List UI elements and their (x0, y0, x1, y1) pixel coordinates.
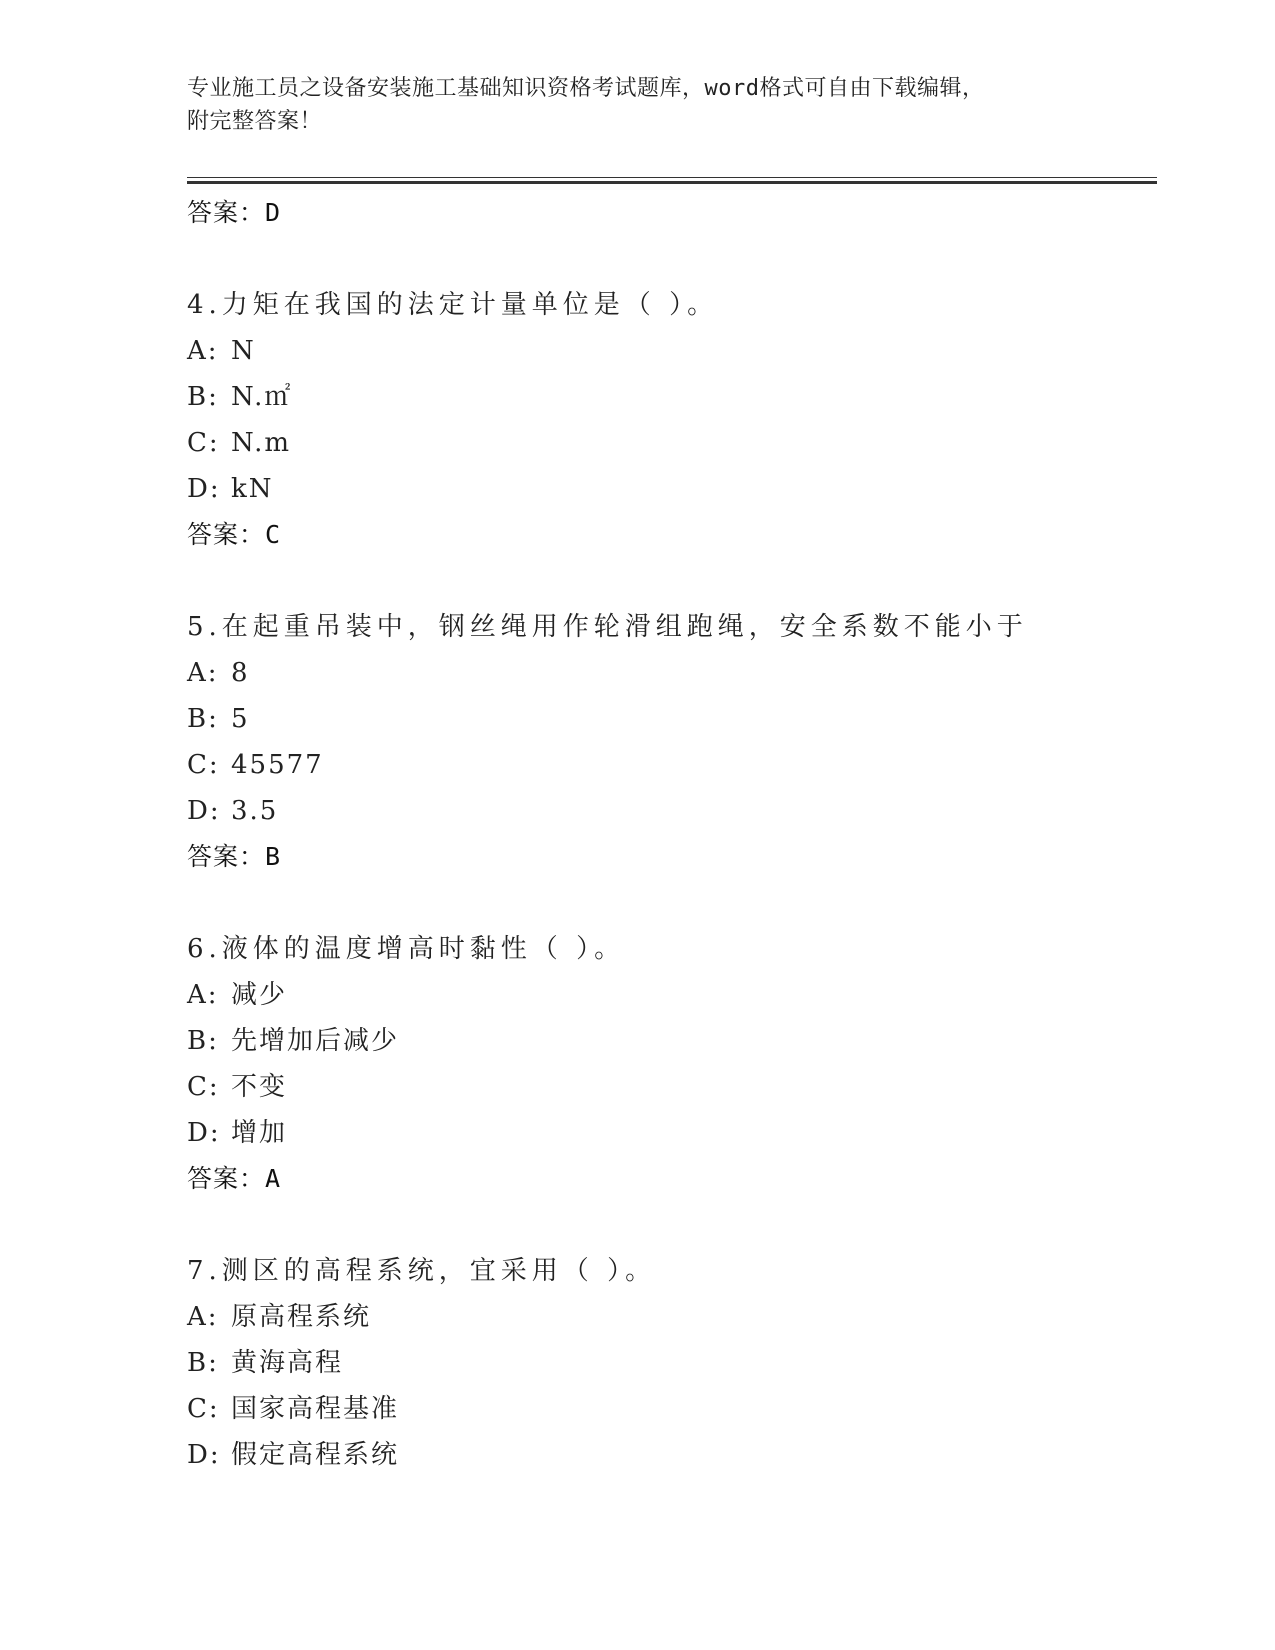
option-text: 减少 (231, 980, 288, 1010)
question-block (187, 1248, 1157, 1478)
option-d (187, 788, 1157, 834)
option-label: D: (187, 1440, 221, 1470)
option-label: B: (187, 1348, 219, 1378)
option-a (187, 1294, 1157, 1340)
option-label: A: (187, 658, 219, 688)
header-line-2: 附完整答案！ (187, 109, 323, 134)
option-b (187, 1018, 1157, 1064)
option-text: 国家高程基准 (231, 1394, 400, 1424)
option-text: 先增加后减少 (231, 1026, 400, 1056)
option-label: A: (187, 1302, 219, 1332)
question-text: 5.在起重吊装中，钢丝绳用作轮滑组跑绳，安全系数不能小于 (187, 612, 1028, 642)
option-a (187, 650, 1157, 696)
option-c (187, 1064, 1157, 1110)
spacer (187, 236, 1157, 282)
option-c (187, 1386, 1157, 1432)
header-divider-thick (187, 181, 1157, 184)
option-label: C: (187, 1072, 220, 1102)
document-header (187, 72, 1067, 138)
spacer (187, 1202, 1157, 1248)
option-text: 黄海高程 (231, 1348, 344, 1378)
option-d (187, 466, 1157, 512)
spacer (187, 880, 1157, 926)
header-divider-thin (187, 177, 1157, 178)
spacer (187, 558, 1157, 604)
option-a (187, 328, 1157, 374)
option-label: C: (187, 1394, 220, 1424)
document-page (187, 0, 1157, 1650)
question-text: 4.力矩在我国的法定计量单位是（ ）。 (187, 290, 719, 320)
option-label: D: (187, 1118, 221, 1148)
option-text: N (231, 336, 256, 366)
answer-text: 答案：B (187, 842, 282, 871)
option-text: 3.5 (231, 796, 279, 826)
option-text: N.m (231, 428, 292, 458)
option-c (187, 420, 1157, 466)
option-text: 5 (231, 704, 250, 734)
question-text: 6.液体的温度增高时黏性（ ）。 (187, 934, 626, 964)
option-label: B: (187, 382, 219, 412)
answer-previous: 答案：D (187, 198, 282, 227)
option-text: 45577 (231, 750, 324, 780)
option-text: 假定高程系统 (231, 1440, 400, 1470)
option-label: B: (187, 704, 219, 734)
option-label: C: (187, 750, 220, 780)
answer-text: 答案：C (187, 520, 282, 549)
option-b (187, 696, 1157, 742)
option-label: A: (187, 980, 219, 1010)
option-text: kN (231, 474, 274, 504)
option-label: A: (187, 336, 219, 366)
option-d (187, 1432, 1157, 1478)
option-b (187, 374, 1157, 420)
option-label: C: (187, 428, 220, 458)
question-block (187, 926, 1157, 1248)
option-a (187, 972, 1157, 1018)
option-label: D: (187, 474, 221, 504)
answer-text: 答案：A (187, 1164, 282, 1193)
option-b (187, 1340, 1157, 1386)
option-text: 8 (231, 658, 250, 688)
question-block (187, 282, 1157, 604)
option-d (187, 1110, 1157, 1156)
option-label: B: (187, 1026, 219, 1056)
option-text: N.㎡ (231, 382, 293, 412)
option-label: D: (187, 796, 221, 826)
question-list (187, 190, 1157, 1478)
option-text: 增加 (231, 1118, 288, 1148)
option-text: 不变 (231, 1072, 288, 1102)
header-line-1: 专业施工员之设备安装施工基础知识资格考试题库，word格式可自由下载编辑， (187, 76, 985, 101)
option-text: 原高程系统 (231, 1302, 372, 1332)
question-text: 7.测区的高程系统，宜采用（ ）。 (187, 1256, 657, 1286)
option-c (187, 742, 1157, 788)
question-block (187, 604, 1157, 926)
